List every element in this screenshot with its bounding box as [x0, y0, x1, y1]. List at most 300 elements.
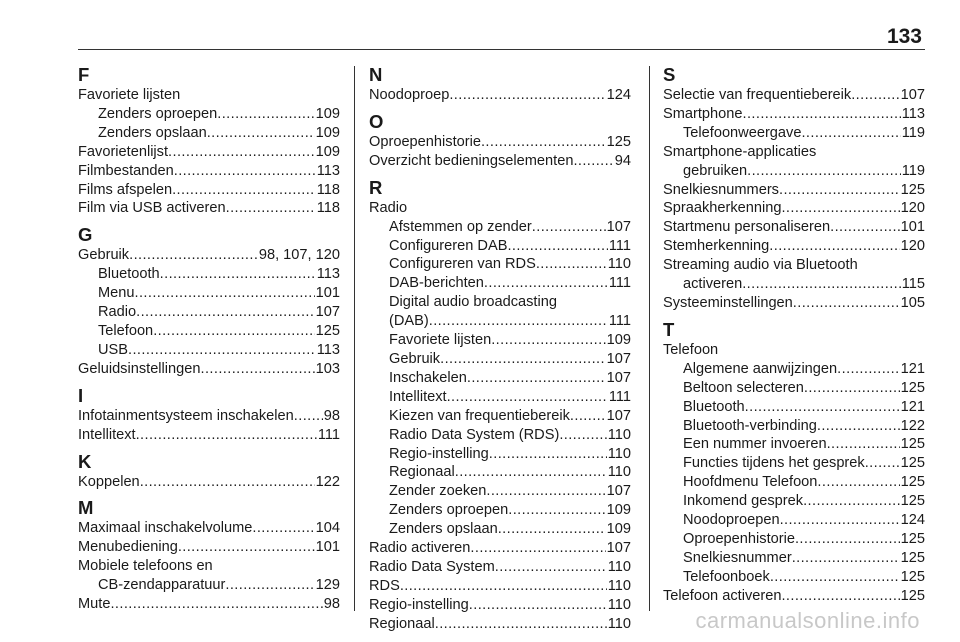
dot-leader — [837, 360, 899, 379]
entry-page: 107 — [606, 350, 631, 367]
index-entry — [78, 426, 340, 445]
entry-page: 120 — [900, 200, 925, 217]
dot-leader — [172, 181, 316, 200]
entry-page: 119 — [901, 124, 925, 141]
entry-label: Inkomend gesprek — [683, 493, 804, 510]
index-entry — [78, 557, 340, 576]
entry-page: 110 — [607, 256, 631, 273]
entry-page: 125 — [900, 436, 925, 453]
index-entry — [663, 275, 925, 294]
entry-label: Favoriete lijsten — [78, 87, 181, 103]
dot-leader — [110, 595, 322, 614]
index-entry — [78, 595, 340, 614]
index-entry — [663, 435, 925, 454]
entry-label: Radio — [369, 199, 408, 216]
dot-leader — [779, 181, 900, 200]
entry-page: 125 — [900, 455, 925, 472]
index-entry — [369, 152, 631, 171]
section-letter: K — [78, 450, 92, 472]
entry-page: 109 — [315, 124, 340, 141]
index-entry — [78, 322, 340, 341]
entry-label: CB-zendapparatuur — [98, 577, 226, 594]
entry-label: Oproepenhistorie — [369, 133, 481, 150]
page-number: 133 — [886, 25, 922, 48]
entry-label: Regio-instelling — [369, 596, 469, 613]
entry-page: 121 — [900, 398, 925, 415]
entry-label: Intellitext — [78, 426, 136, 443]
index-entry — [663, 473, 925, 492]
entry-label: Configureren van RDS — [389, 256, 536, 273]
dot-leader — [781, 587, 899, 606]
dot-leader — [400, 577, 607, 596]
entry-label: Gebruik — [389, 350, 441, 367]
entry-label: Oproepenhistorie — [683, 530, 795, 547]
entry-label: Filmbestanden — [78, 162, 174, 179]
entry-label: Regionaal — [369, 615, 435, 632]
entry-page: 109 — [315, 143, 340, 160]
dot-leader — [481, 133, 606, 152]
entry-label: Radio Data System (RDS) — [389, 426, 560, 443]
index-section — [78, 497, 340, 614]
dot-leader — [745, 398, 900, 417]
entry-label: Radio Data System — [369, 558, 495, 575]
dot-leader — [429, 312, 608, 331]
index-entry — [663, 143, 925, 162]
dot-leader — [449, 86, 605, 105]
index-entry — [78, 181, 340, 200]
entry-page: 125 — [900, 587, 925, 604]
index-entry — [663, 341, 925, 360]
dot-leader — [498, 520, 606, 539]
entry-page: 101 — [315, 539, 340, 556]
index-entry — [663, 398, 925, 417]
entry-label: activeren — [683, 276, 743, 293]
entry-label: Smartphone-applicaties — [663, 143, 817, 160]
dot-leader — [536, 255, 607, 274]
entry-page: 94 — [614, 152, 631, 169]
index-entry — [663, 294, 925, 313]
entry-label: Digital audio broadcasting — [389, 294, 557, 311]
entry-page: 107 — [315, 304, 340, 321]
dot-leader — [795, 530, 900, 549]
dot-leader — [455, 463, 607, 482]
index-section — [369, 111, 631, 171]
index-entry — [369, 331, 631, 350]
entry-page: 107 — [606, 407, 631, 424]
index-entry — [663, 181, 925, 200]
entry-page: 110 — [607, 596, 631, 613]
entry-page: 118 — [316, 200, 340, 217]
index-entry — [369, 274, 631, 293]
entry-label: Spraakherkenning — [663, 200, 782, 217]
entry-page: 125 — [900, 568, 925, 585]
index-entry — [369, 577, 631, 596]
dot-leader — [201, 360, 315, 379]
entry-label: Geluidsinstellingen — [78, 360, 201, 377]
entry-label: Telefoon activeren — [663, 587, 782, 604]
dot-leader — [217, 105, 314, 124]
dot-leader — [136, 426, 317, 445]
dot-leader — [559, 426, 606, 445]
index-entry — [663, 454, 925, 473]
section-letter: F — [78, 64, 90, 85]
dot-leader — [851, 86, 899, 105]
dot-leader — [470, 539, 605, 558]
entry-page: 109 — [606, 502, 631, 519]
index-entry — [663, 256, 925, 275]
dot-leader — [174, 162, 316, 181]
section-letter: O — [369, 110, 384, 132]
entry-label: USB — [98, 341, 129, 358]
dot-leader — [830, 218, 900, 237]
index-entry — [369, 596, 631, 615]
entry-page: 115 — [901, 276, 925, 293]
index-entry — [78, 199, 340, 218]
dot-leader — [507, 237, 607, 256]
entry-label: Zenders opslaan — [389, 521, 498, 538]
index-section — [78, 385, 340, 445]
entry-page: 103 — [315, 360, 340, 377]
entry-label: Koppelen — [78, 473, 140, 490]
index-entry — [78, 265, 340, 284]
entry-page: 129 — [315, 577, 340, 594]
entry-page: 121 — [900, 360, 925, 377]
section-letter: R — [369, 176, 383, 198]
index-entry — [663, 199, 925, 218]
index-entry — [663, 587, 925, 606]
index-entry — [369, 293, 631, 312]
entry-page: 107 — [606, 218, 631, 235]
entry-page: 110 — [607, 615, 631, 632]
entry-label: Bluetooth — [683, 398, 745, 415]
entry-label: Zender zoeken — [389, 483, 487, 500]
index-entry — [369, 520, 631, 539]
dot-leader — [495, 558, 607, 577]
entry-page: 109 — [606, 521, 631, 538]
entry-label: Radio activeren — [369, 540, 471, 557]
entry-page: 119 — [901, 162, 925, 179]
index-entry — [369, 558, 631, 577]
dot-leader — [440, 350, 606, 369]
entry-label: Infotainmentsysteem inschakelen — [78, 407, 294, 424]
index-entry — [78, 576, 340, 595]
entry-page: 104 — [315, 520, 340, 537]
entry-page: 113 — [316, 162, 340, 179]
index-entry — [663, 105, 925, 124]
dot-leader — [770, 568, 900, 587]
index-entry — [78, 303, 340, 322]
entry-page: 118 — [316, 181, 340, 198]
index-entry — [369, 463, 631, 482]
index-entry — [78, 124, 340, 143]
entry-page: 120 — [900, 238, 925, 255]
dot-leader — [817, 473, 899, 492]
dot-leader — [780, 511, 900, 530]
index-entry — [663, 568, 925, 587]
entry-label: Noodoproep — [369, 87, 450, 103]
entry-label: Zenders oproepen — [389, 502, 509, 519]
index-entry — [78, 86, 340, 105]
index-entry — [369, 426, 631, 445]
index-entry — [78, 105, 340, 124]
index-section — [369, 64, 631, 105]
section-letter: S — [663, 64, 676, 85]
entry-page: 113 — [901, 105, 925, 122]
dot-leader — [140, 473, 315, 492]
index-entry — [78, 538, 340, 557]
column-divider — [649, 66, 650, 611]
entry-page: 111 — [608, 313, 631, 330]
index-entry — [369, 539, 631, 558]
entry-label: Noodoproepen — [683, 512, 780, 529]
entry-label: Radio — [98, 304, 137, 321]
dot-leader — [532, 218, 606, 237]
index-column-1 — [78, 64, 340, 614]
index-entry — [369, 369, 631, 388]
entry-label: Intellitext — [389, 388, 447, 405]
entry-page: 122 — [900, 417, 925, 434]
dot-leader — [792, 549, 900, 568]
index-entry — [78, 407, 340, 426]
entry-page: 111 — [608, 237, 631, 254]
entry-label: Kiezen van frequentiebereik — [389, 407, 570, 424]
index-entry — [663, 86, 925, 105]
index-entry — [369, 312, 631, 331]
section-letter: I — [78, 384, 84, 406]
entry-label: Snelkiesnummers — [663, 181, 779, 198]
index-section — [663, 64, 925, 313]
entry-page: 125 — [900, 474, 925, 491]
index-section — [78, 224, 340, 378]
entry-page: 125 — [900, 181, 925, 198]
entry-label: Mobiele telefoons en — [78, 558, 213, 575]
dot-leader — [207, 124, 315, 143]
column-divider — [354, 66, 355, 611]
dot-leader — [817, 417, 900, 436]
entry-label: Hoofdmenu Telefoon — [683, 474, 818, 491]
index-entry — [369, 133, 631, 152]
index-entry — [78, 143, 340, 162]
entry-label: Smartphone — [663, 105, 743, 122]
dot-leader — [484, 274, 608, 293]
entry-label: Film via USB activeren — [78, 200, 226, 217]
entry-label: Gebruik — [78, 247, 130, 264]
entry-label: Telefoon — [98, 322, 154, 339]
entry-page: 111 — [317, 426, 340, 443]
entry-page: 98 — [323, 596, 340, 613]
dot-leader — [129, 246, 258, 265]
index-entry — [78, 519, 340, 538]
dot-leader — [252, 519, 314, 538]
entry-page: 110 — [607, 426, 631, 443]
dot-leader — [742, 275, 901, 294]
index-entry — [663, 379, 925, 398]
index-entry — [663, 417, 925, 436]
index-entry — [369, 199, 631, 218]
dot-leader — [793, 294, 900, 313]
index-entry — [78, 341, 340, 360]
dot-leader — [128, 341, 316, 360]
dot-leader — [491, 331, 605, 350]
dot-leader — [801, 124, 900, 143]
dot-leader — [781, 199, 899, 218]
entry-page: 98, 107, 120 — [258, 247, 340, 264]
entry-page: 101 — [900, 219, 925, 236]
index-section — [369, 177, 631, 634]
entry-page: 110 — [607, 558, 631, 575]
dot-leader — [136, 303, 315, 322]
entry-page: 124 — [900, 512, 925, 529]
entry-page: 105 — [900, 294, 925, 311]
entry-label: Zenders oproepen — [98, 105, 218, 122]
entry-label: Zenders opslaan — [98, 124, 207, 141]
entry-label: Mute — [78, 596, 111, 613]
index-column-3 — [663, 64, 925, 606]
entry-page: 107 — [606, 483, 631, 500]
dot-leader — [508, 501, 605, 520]
dot-leader — [447, 388, 608, 407]
index-entry — [369, 445, 631, 464]
index-entry — [369, 218, 631, 237]
entry-label: Snelkiesnummer — [683, 549, 792, 566]
dot-leader — [803, 492, 900, 511]
index-entry — [369, 482, 631, 501]
entry-label: Regio-instelling — [389, 445, 489, 462]
entry-page: 101 — [315, 285, 340, 302]
index-entry — [78, 246, 340, 265]
entry-label: Algemene aanwijzingen — [683, 360, 838, 377]
section-letter: G — [78, 224, 93, 246]
entry-label: Functies tijdens het gesprek — [683, 455, 865, 472]
entry-label: Menubediening — [78, 539, 178, 556]
entry-label: RDS — [369, 577, 400, 594]
index-entry — [663, 237, 925, 256]
index-entry — [78, 473, 340, 492]
entry-page: 124 — [606, 87, 631, 103]
dot-leader — [804, 379, 900, 398]
index-section — [78, 64, 340, 218]
entry-page: 110 — [607, 577, 631, 594]
section-letter: M — [78, 497, 94, 519]
dot-leader — [489, 445, 607, 464]
dot-leader — [160, 265, 316, 284]
index-entry — [663, 511, 925, 530]
index-entry — [78, 284, 340, 303]
dot-leader — [865, 454, 900, 473]
index-column-2 — [369, 64, 631, 634]
section-letter: N — [369, 64, 383, 85]
dot-leader — [747, 162, 901, 181]
index-entry — [78, 162, 340, 181]
index-section — [78, 451, 340, 492]
dot-leader — [827, 435, 900, 454]
entry-label: DAB-berichten — [389, 275, 484, 292]
dot-leader — [294, 407, 323, 426]
entry-page: 107 — [900, 87, 925, 103]
entry-page: 110 — [607, 464, 631, 481]
entry-page: 113 — [316, 266, 340, 283]
entry-label: Een nummer invoeren — [683, 436, 827, 453]
dot-leader — [467, 369, 606, 388]
entry-label: Afstemmen op zender — [389, 218, 532, 235]
entry-page: 111 — [608, 275, 631, 292]
index-entry — [663, 360, 925, 379]
entry-page: 125 — [900, 530, 925, 547]
entry-label: Stemherkenning — [663, 238, 770, 255]
entry-page: 98 — [323, 407, 340, 424]
index-entry — [369, 615, 631, 634]
index-entry — [369, 255, 631, 274]
index-entry — [663, 492, 925, 511]
entry-page: 125 — [315, 322, 340, 339]
entry-label: Telefoon — [663, 341, 719, 358]
entry-label: Selectie van frequentiebereik — [663, 87, 852, 103]
entry-page: 109 — [606, 332, 631, 349]
index-entry — [369, 501, 631, 520]
entry-page: 122 — [315, 473, 340, 490]
entry-page: 125 — [606, 133, 631, 150]
index-entry — [663, 218, 925, 237]
entry-page: 110 — [607, 445, 631, 462]
dot-leader — [469, 596, 607, 615]
dot-leader — [226, 199, 316, 218]
index-section — [663, 319, 925, 606]
entry-label: Maximaal inschakelvolume — [78, 520, 253, 537]
dot-leader — [178, 538, 315, 557]
entry-label: Favoriete lijsten — [389, 332, 492, 349]
index-entry — [369, 388, 631, 407]
index-entry — [369, 407, 631, 426]
entry-label: Streaming audio via Bluetooth — [663, 257, 858, 274]
dot-leader — [435, 615, 607, 634]
entry-label: Telefoonboek — [683, 568, 770, 585]
entry-label: Startmenu personaliseren — [663, 219, 831, 236]
entry-label: gebruiken — [683, 162, 748, 179]
entry-page: 109 — [315, 105, 340, 122]
dot-leader — [168, 143, 315, 162]
dot-leader — [486, 482, 605, 501]
dot-leader — [769, 237, 899, 256]
entry-label: Regionaal — [389, 464, 455, 481]
index-entry — [663, 124, 925, 143]
index-entry — [369, 237, 631, 256]
entry-page: 107 — [606, 369, 631, 386]
entry-label: Overzicht bedieningselementen — [369, 152, 574, 169]
dot-leader — [743, 105, 901, 124]
entry-page: 113 — [316, 341, 340, 358]
entry-label: Menu — [98, 285, 135, 302]
entry-label: Telefoonweergave — [683, 124, 802, 141]
entry-label: Bluetooth — [98, 266, 160, 283]
entry-label: Beltoon selecteren — [683, 379, 804, 396]
entry-page: 107 — [606, 540, 631, 557]
entry-label: Configureren DAB — [389, 237, 508, 254]
index-entry — [369, 350, 631, 369]
entry-label: (DAB) — [389, 313, 429, 330]
index-entry — [369, 86, 631, 105]
entry-label: Favorietenlijst — [78, 143, 169, 160]
dot-leader — [153, 322, 314, 341]
entry-page: 125 — [900, 379, 925, 396]
watermark-text: carmanualsonline.info — [695, 608, 920, 633]
index-entry — [663, 162, 925, 181]
index-entry — [78, 360, 340, 379]
entry-label: Bluetooth-verbinding — [683, 417, 817, 434]
dot-leader — [570, 407, 606, 426]
index-entry — [663, 530, 925, 549]
dot-leader — [225, 576, 314, 595]
entry-label: Films afspelen — [78, 181, 173, 198]
